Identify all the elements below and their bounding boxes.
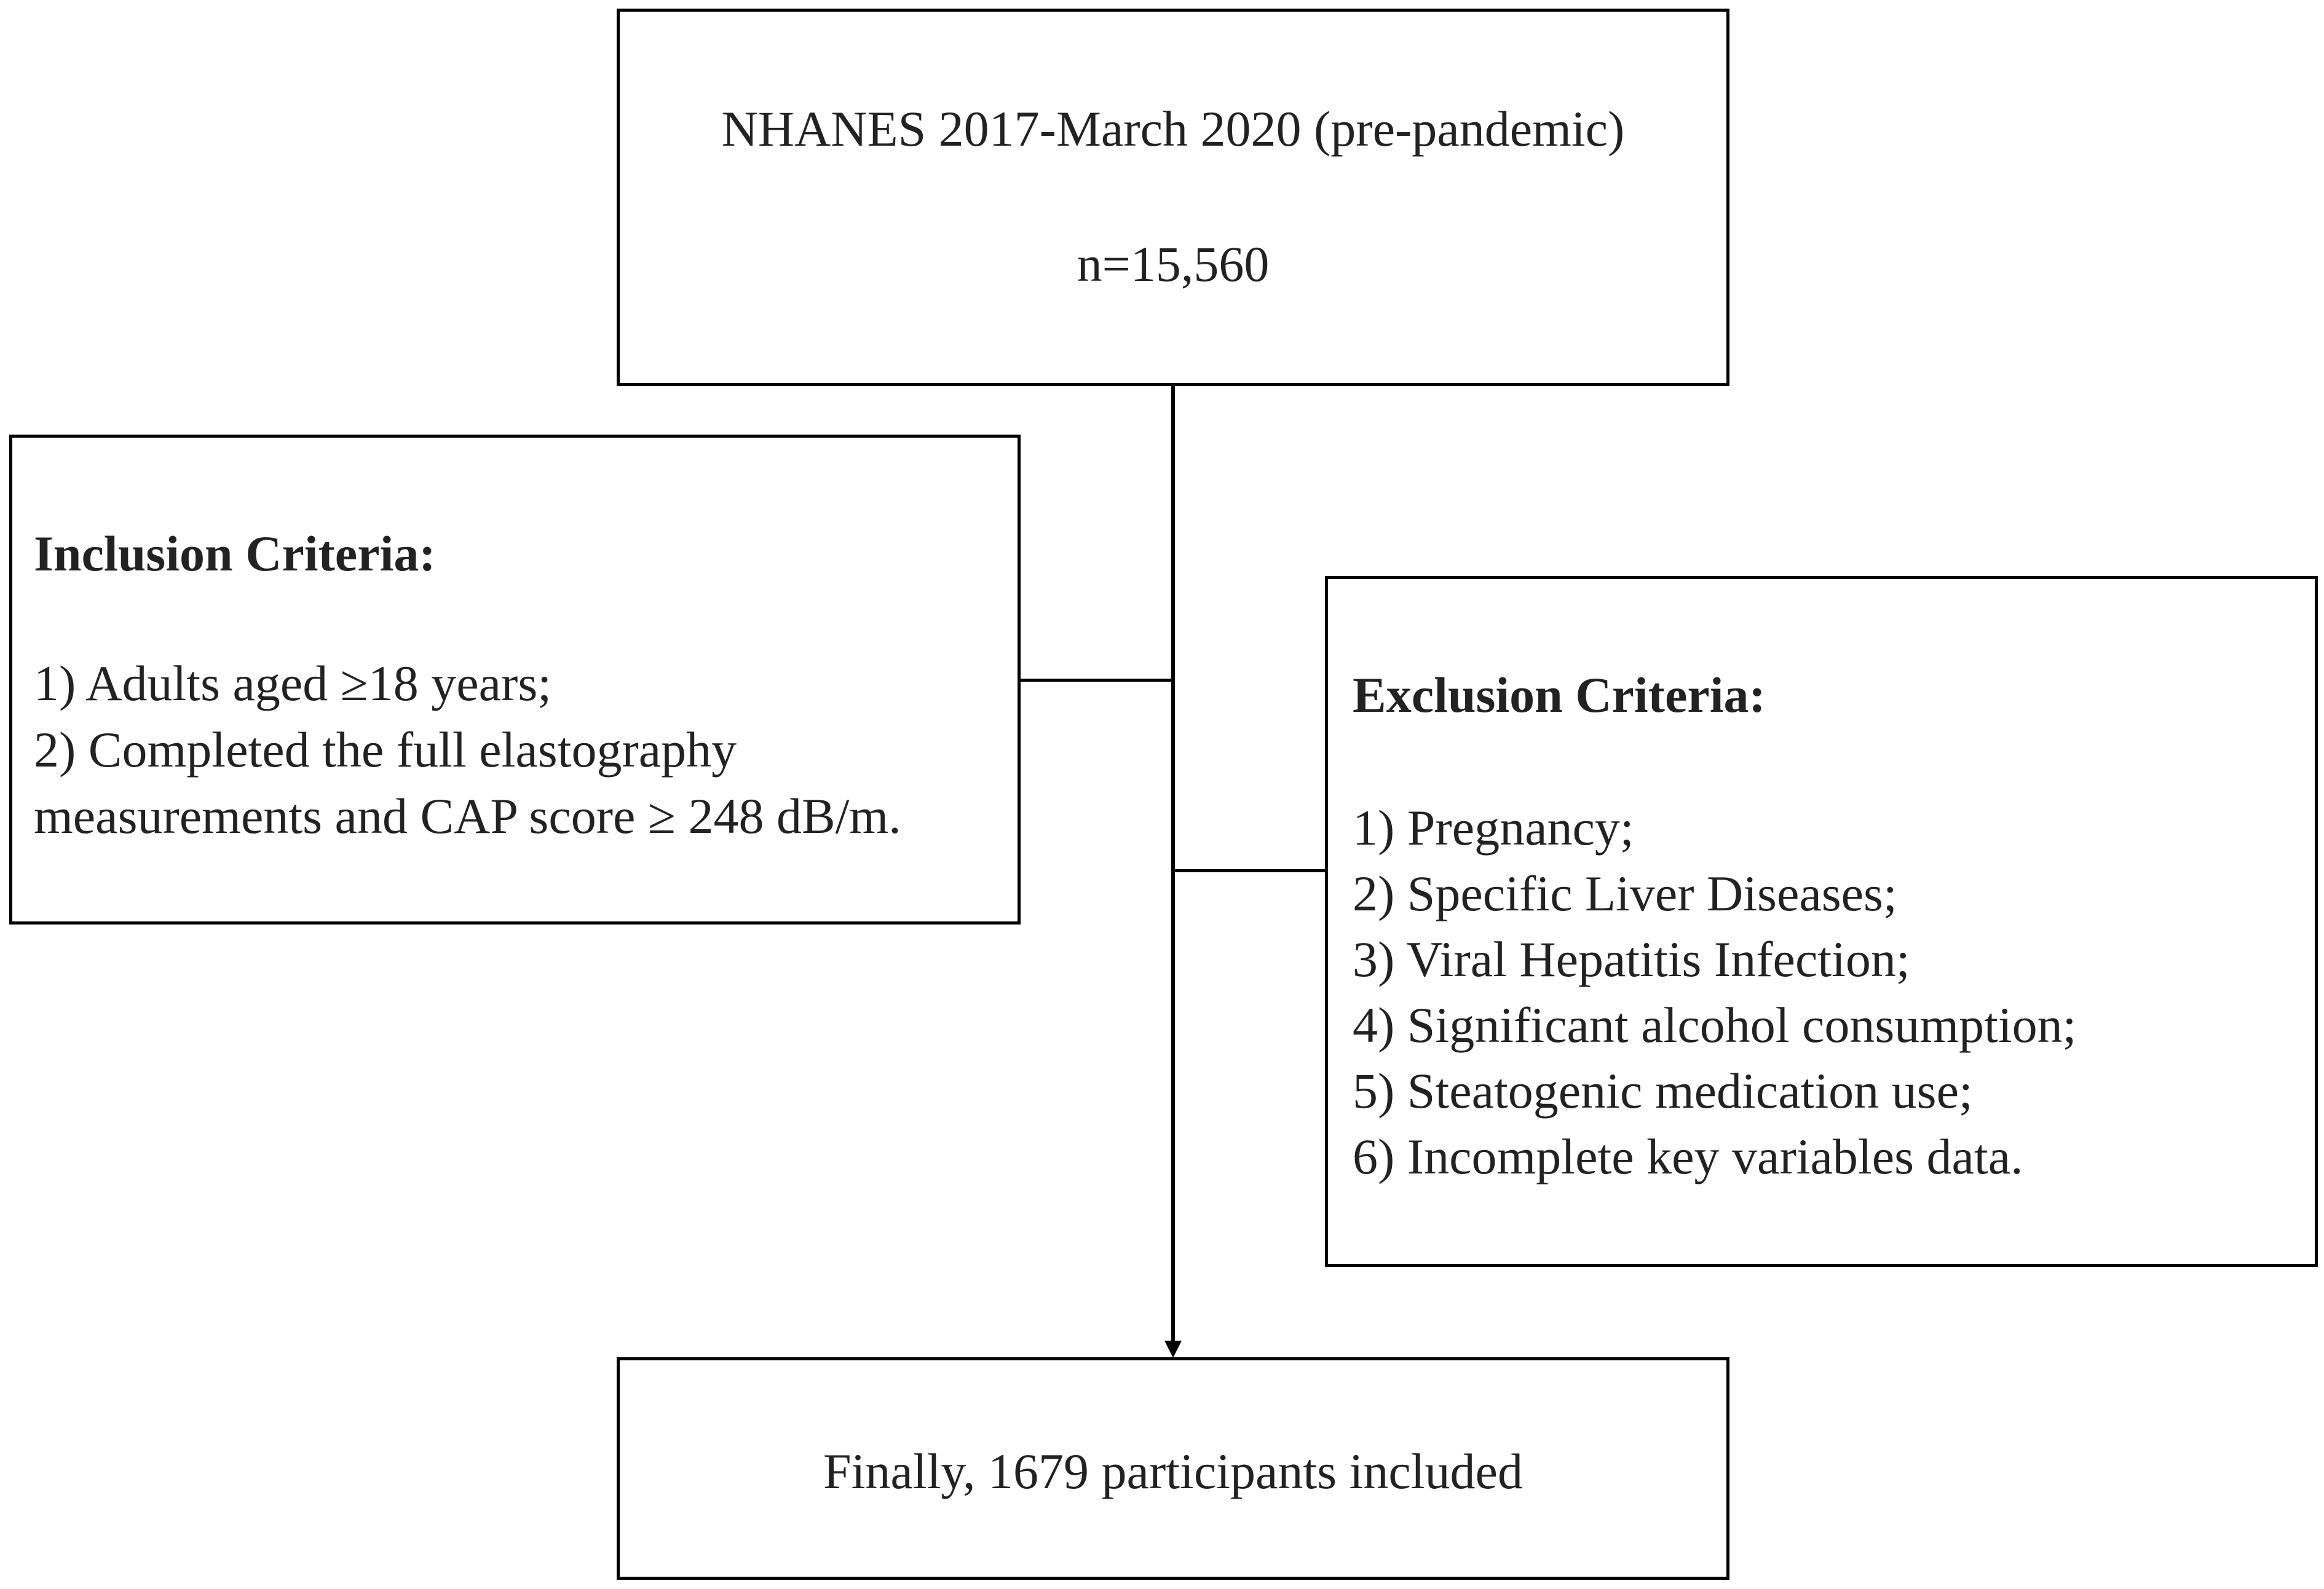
exclusion-item: 4) Significant alcohol consumption; bbox=[1353, 997, 2077, 1053]
exclusion-item: 5) Steatogenic medication use; bbox=[1353, 1063, 1973, 1119]
exclusion-list bbox=[1353, 795, 2076, 1189]
main-vertical-connector bbox=[1171, 384, 1175, 1343]
inclusion-list bbox=[34, 650, 901, 850]
source-title: NHANES 2017-March 2020 (pre-pandemic) bbox=[721, 101, 1625, 157]
exclusion-item: 2) Specific Liver Diseases; bbox=[1353, 865, 1897, 921]
inclusion-heading: Inclusion Criteria: bbox=[34, 526, 436, 582]
inclusion-criteria-box bbox=[9, 435, 1021, 925]
source-count: n=15,560 bbox=[1077, 236, 1270, 292]
inclusion-connector bbox=[1018, 679, 1173, 682]
exclusion-criteria-box bbox=[1325, 576, 2318, 1267]
exclusion-heading: Exclusion Criteria: bbox=[1353, 667, 1766, 723]
exclusion-connector bbox=[1173, 869, 1327, 872]
source-population-box bbox=[617, 9, 1729, 386]
inclusion-item: 1) Adults aged ≥18 years; bbox=[34, 655, 552, 711]
final-sample-text: Finally, 1679 participants included bbox=[823, 1443, 1523, 1499]
final-sample-box bbox=[617, 1357, 1729, 1580]
exclusion-item: 1) Pregnancy; bbox=[1353, 800, 1634, 856]
inclusion-item: 2) Completed the full elastography bbox=[34, 722, 737, 778]
exclusion-item: 3) Viral Hepatitis Infection; bbox=[1353, 931, 1910, 987]
inclusion-item: measurements and CAP score ≥ 248 dB/m. bbox=[34, 788, 901, 844]
arrowhead-down-icon bbox=[1164, 1341, 1182, 1358]
exclusion-item: 6) Incomplete key variables data. bbox=[1353, 1129, 2023, 1185]
